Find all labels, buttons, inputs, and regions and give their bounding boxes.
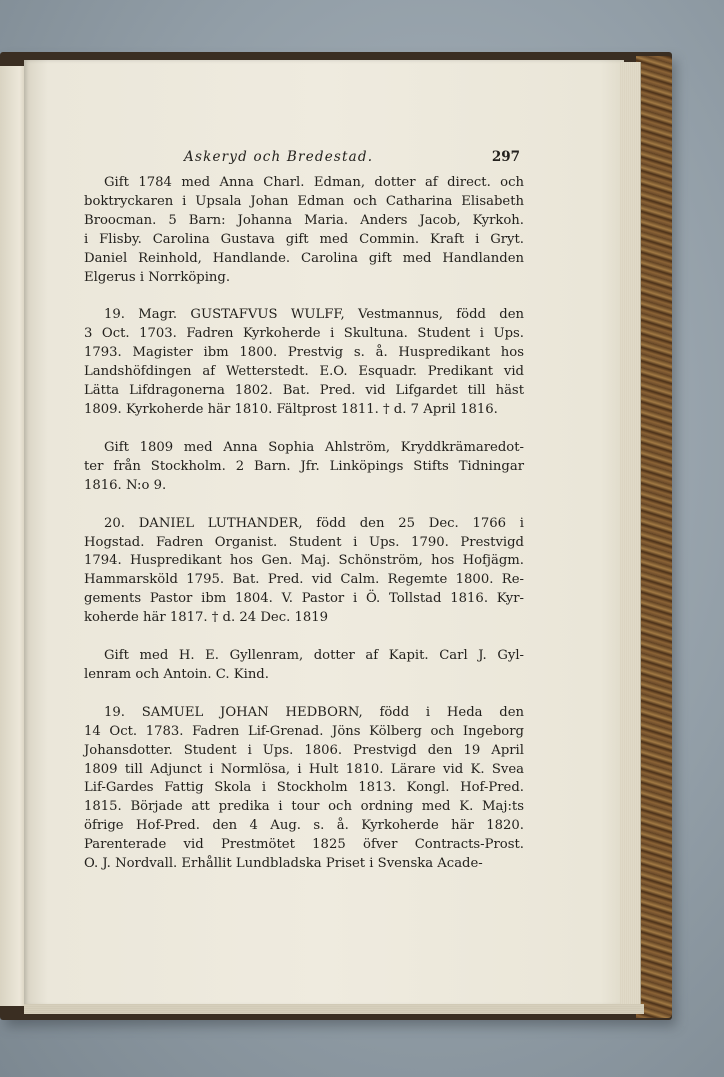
text-line: Elgerus i Norrköping. [84, 269, 231, 285]
text-line: koherde här 1817. † d. 24 Dec. 1819 [84, 610, 329, 626]
text-line: lenram och Antoin. C. Kind. [84, 666, 269, 682]
text-line: 1815. Började att predika i tour och ordning med K. Maj:ts [84, 799, 524, 815]
text-line: Hogstad. Fadren Organist. Student i Ups. 1790. Prestvigd [84, 534, 524, 550]
paragraph [84, 704, 524, 874]
text-line: 3 Oct. 1703. Fadren Kyrkoherde i Skultuna. Student i Ups. [84, 326, 524, 342]
body-text [84, 174, 524, 874]
text-line: Johansdotter. Student i Ups. 1806. Prestvigd den 19 April [84, 742, 524, 758]
text-line: Broocman. 5 Barn: Johanna Maria. Anders Jacob, Kyrkoh. [84, 212, 524, 228]
page-header [84, 148, 524, 170]
text-line: 1793. Magister ibm 1800. Prestvig s. å. Huspredikant hos [84, 345, 524, 361]
paragraph-gap [84, 685, 524, 704]
text-line: 1816. N:o 9. [84, 477, 167, 493]
paragraph-gap [84, 628, 524, 647]
text-line: Landshöfdingen af Wetterstedt. E.O. Esquadr. Predikant vid [84, 364, 524, 380]
text-line: ter från Stockholm. 2 Barn. Jfr. Linköpings Stifts Tidningar [84, 458, 524, 474]
paragraph-gap [84, 496, 524, 515]
text-line: O. J. Nordvall. Erhållit Lundbladska Priset i Svenska Acade- [84, 856, 483, 872]
page-number: 297 [491, 149, 520, 165]
text-line: 1809. Kyrkoherde här 1810. Fältprost 1811. † d. 7 April 1816. [84, 401, 498, 417]
text-line: Gift 1809 med Anna Sophia Ahlström, Kryddkrämaredot- [104, 439, 524, 455]
text-line: Hammarsköld 1795. Bat. Pred. vid Calm. Regemte 1800. Re- [84, 572, 524, 588]
paragraph [84, 306, 524, 419]
text-line: Lif-Gardes Fattig Skola i Stockholm 1813. Kongl. Hof-Pred. [84, 780, 524, 796]
page-block-edge [620, 62, 641, 1006]
page-text [84, 148, 524, 874]
paragraph-gap [84, 420, 524, 439]
text-line: gements Pastor ibm 1804. V. Pastor i Ö. Tollstad 1816. Kyr- [84, 591, 524, 607]
text-line: 19. SAMUEL JOHAN HEDBORN, född i Heda den [104, 704, 524, 720]
text-line: Parenterade vid Prestmötet 1825 öfver Contracts-Prost. [84, 837, 524, 853]
paragraph [84, 174, 524, 287]
text-line: Gift med H. E. Gyllenram, dotter af Kapit. Carl J. Gyl- [104, 648, 524, 664]
text-line: 19. Magr. GUSTAFVUS WULFF, Vestmannus, född den [104, 307, 524, 323]
running-title: Askeryd och Bredestad. [184, 149, 374, 165]
text-line: 1794. Huspredikant hos Gen. Maj. Schönström, hos Hofjägm. [84, 553, 524, 569]
text-line: Lätta Lifdragonerna 1802. Bat. Pred. vid Lifgardet till häst [84, 383, 524, 399]
paragraph [84, 515, 524, 628]
text-line: öfrige Hof-Pred. den 4 Aug. s. å. Kyrkoherde här 1820. [84, 818, 524, 834]
text-line: boktryckaren i Upsala Johan Edman och Catharina Elisabeth [84, 193, 524, 209]
paragraph-gap [84, 287, 524, 306]
text-line: 14 Oct. 1783. Fadren Lif-Grenad. Jöns Kölberg och Ingeborg [84, 723, 524, 739]
text-line: Daniel Reinhold, Handlande. Carolina gift med Handlanden [84, 250, 524, 266]
text-line: i Flisby. Carolina Gustava gift med Commin. Kraft i Gryt. [84, 231, 524, 247]
paragraph [84, 647, 524, 685]
text-line: 20. DANIEL LUTHANDER, född den 25 Dec. 1766 i [104, 515, 524, 531]
text-line: 1809 till Adjunct i Normlösa, i Hult 1810. Lärare vid K. Svea [84, 761, 524, 777]
page-block-bottom [24, 1004, 644, 1014]
text-line: Gift 1784 med Anna Charl. Edman, dotter af direct. och [104, 175, 524, 190]
marbled-edge [636, 56, 672, 1018]
paragraph [84, 439, 524, 496]
